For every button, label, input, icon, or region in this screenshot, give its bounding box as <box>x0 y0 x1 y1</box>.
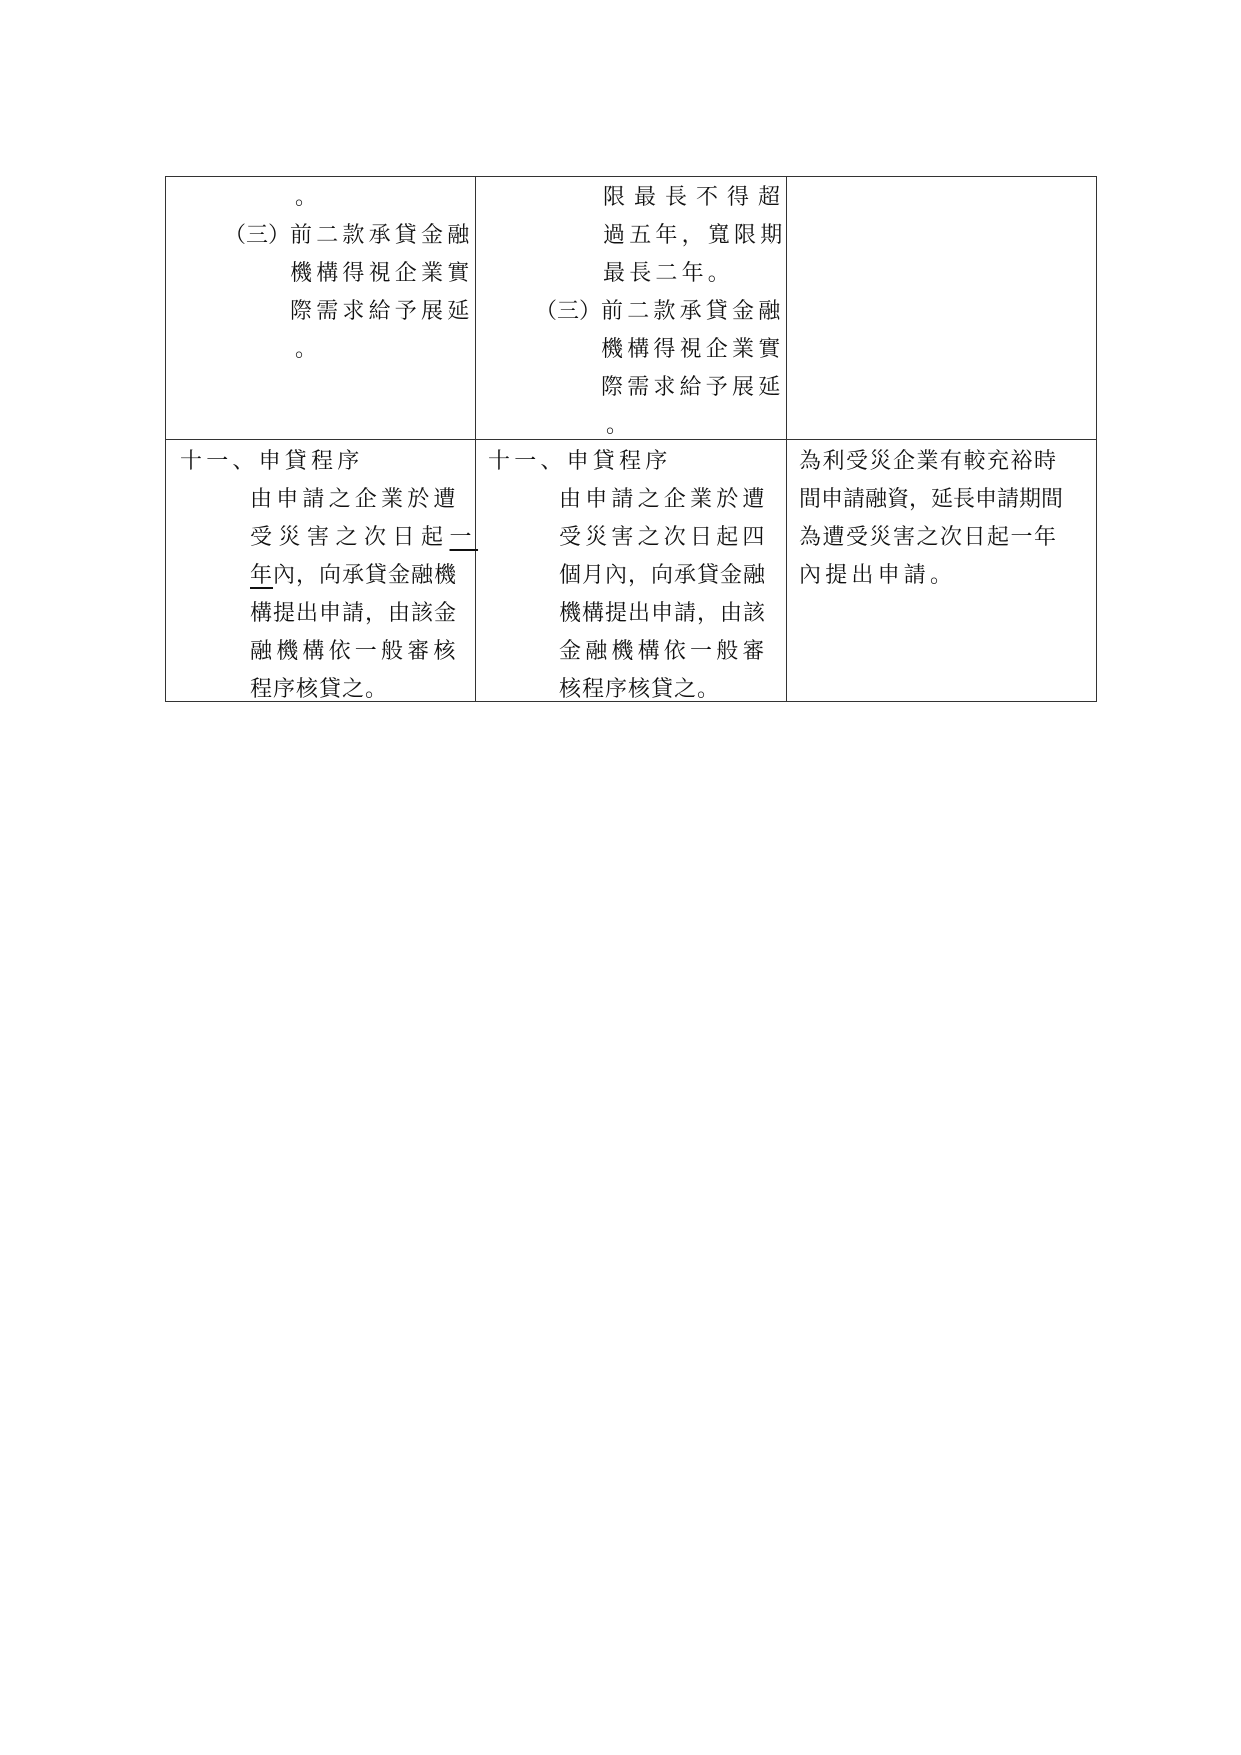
table-cell-text: 金融機構依一般審 <box>559 639 769 664</box>
table-cell-text: 。 <box>295 185 322 210</box>
comparison-table <box>165 176 1097 702</box>
table-cell-text: 。 <box>606 413 633 438</box>
table-cell-text: 機構得視企業實 <box>601 337 785 362</box>
table-cell-text: 間申請融資，延長申請期間 <box>799 487 1064 512</box>
table-cell-text: 核程序核貸之。 <box>559 677 721 702</box>
table-cell-text: 融機構依一般審核 <box>250 639 460 664</box>
item-label: （三） <box>535 299 602 324</box>
table-cell-text: 限最長不得超 <box>603 185 790 210</box>
table-cell-text: 構提出申請，由該金 <box>250 601 458 626</box>
table-cell-text: 機構得視企業實 <box>290 261 474 286</box>
table-cell-text: 由申請之企業於遭 <box>250 487 460 512</box>
table-cell-text: 為利受災企業有較充裕時 <box>799 449 1058 474</box>
table-cell-text: 最長二年。 <box>603 261 735 286</box>
table-cell-text: 由申請之企業於遭 <box>559 487 769 512</box>
table-cell-text: 機構提出申請，由該 <box>559 601 767 626</box>
table-cell-text: 。 <box>295 337 322 362</box>
table-cell-text: 為遭受災害之次日起一年 <box>799 525 1058 550</box>
table-cell-text: 前二款承貸金融 <box>290 223 474 248</box>
table-cell-text: 年內，向承貸金融機 <box>250 563 458 588</box>
section-heading: 十一、申貸程序 <box>180 449 364 474</box>
item-label: （三） <box>224 223 291 248</box>
table-cell-text: 個月內，向承貸金融 <box>559 563 767 588</box>
table-cell-text: 過五年，寬限期 <box>603 223 787 248</box>
underlined-text: 年 <box>250 563 274 588</box>
table-cell-text: 內提出申請。 <box>799 563 957 588</box>
table-cell-text: 程序核貸之。 <box>250 677 389 702</box>
table-cell-text: 際需求給予展延 <box>601 375 785 400</box>
row-divider <box>166 439 1096 440</box>
section-heading: 十一、申貸程序 <box>488 449 672 474</box>
table-cell-text: 受災害之次日起一 <box>250 525 479 550</box>
table-cell-text: 受災害之次日起四 <box>559 525 769 550</box>
underlined-text: 一 <box>449 525 479 550</box>
table-cell-text: 際需求給予展延 <box>290 299 474 324</box>
table-cell-text: 前二款承貸金融 <box>601 299 785 324</box>
